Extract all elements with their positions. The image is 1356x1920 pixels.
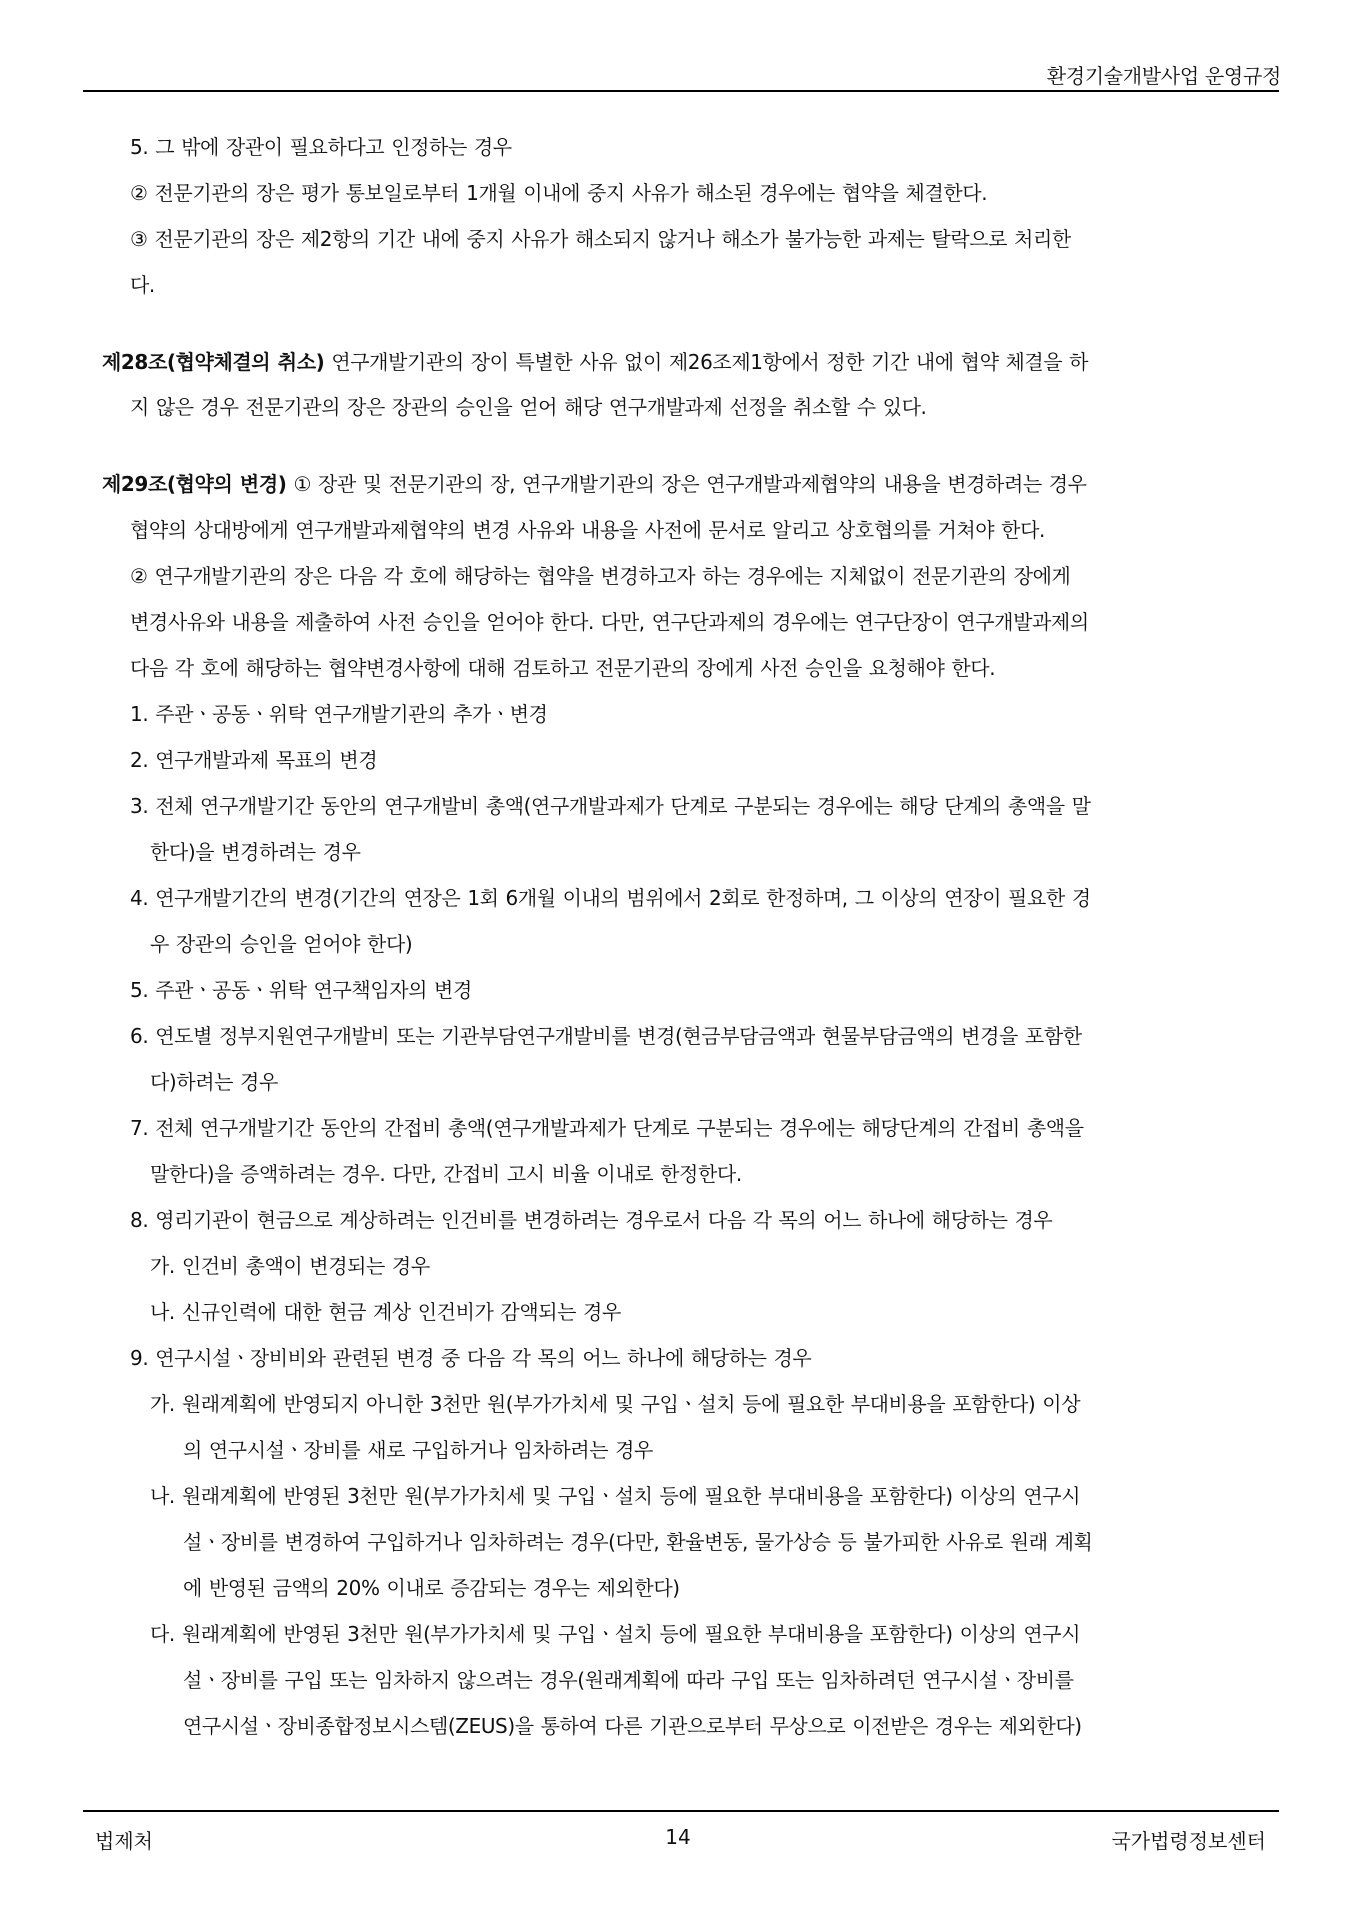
sub-list-item-continuation: 에 반영된 금액의 20% 이내로 증감되는 경우는 제외한다) xyxy=(183,1576,680,1600)
article-29-text: ① 장관 및 전문기관의 장, 연구개발기관의 장은 연구개발과제협약의 내용을 변경하려는 경우 xyxy=(286,472,1087,496)
list-item: 2. 연구개발과제 목표의 변경 xyxy=(130,748,378,772)
footer-publisher: 법제처 xyxy=(95,1829,153,1853)
list-item: 7. 전체 연구개발기간 동안의 간접비 총액(연구개발과제가 단계로 구분되는 경우에는 해당단계의 간접비 총액을 xyxy=(130,1116,1084,1140)
list-item: 5. 주관ㆍ공동ㆍ위탁 연구책임자의 변경 xyxy=(130,978,472,1002)
article-29 xyxy=(102,468,1087,497)
footer-divider xyxy=(83,1810,1279,1812)
body-line: ③ 전문기관의 장은 제2항의 기간 내에 중지 사유가 해소되지 않거나 해소가 불가능한 과제는 탈락으로 처리한 xyxy=(130,227,1071,251)
list-item: 4. 연구개발기간의 변경(기간의 연장은 1회 6개월 이내의 범위에서 2회로 한정하며, 그 이상의 연장이 필요한 경 xyxy=(130,886,1091,910)
sub-list-item-continuation: 연구시설ㆍ장비종합정보시스템(ZEUS)을 통하여 다른 기관으로부터 무상으로 이전받은 경우는 제외한다) xyxy=(183,1714,1082,1738)
body-line: ② 연구개발기관의 장은 다음 각 호에 해당하는 협약을 변경하고자 하는 경우에는 지체없이 전문기관의 장에게 xyxy=(130,564,1071,588)
list-item-continuation: 말한다)을 증액하려는 경우. 다만, 간접비 고시 비율 이내로 한정한다. xyxy=(150,1162,742,1186)
sub-list-item: 가. 원래계획에 반영되지 아니한 3천만 원(부가가치세 및 구입ㆍ설치 등에 필요한 부대비용을 포함한다) 이상 xyxy=(150,1392,1081,1416)
body-line: ② 전문기관의 장은 평가 통보일로부터 1개월 이내에 중지 사유가 해소된 경우에는 협약을 체결한다. xyxy=(130,181,988,205)
list-item: 1. 주관ㆍ공동ㆍ위탁 연구개발기관의 추가ㆍ변경 xyxy=(130,702,548,726)
sub-list-item-continuation: 의 연구시설ㆍ장비를 새로 구입하거나 임차하려는 경우 xyxy=(183,1438,653,1462)
list-item-continuation: 다)하려는 경우 xyxy=(150,1070,278,1094)
list-item: 9. 연구시설ㆍ장비비와 관련된 변경 중 다음 각 목의 어느 하나에 해당하는 경우 xyxy=(130,1346,812,1370)
body-line: 다. xyxy=(130,273,155,297)
body-line: 변경사유와 내용을 제출하여 사전 승인을 얻어야 한다. 다만, 연구단과제의 경우에는 연구단장이 연구개발과제의 xyxy=(130,610,1089,634)
sub-list-item: 가. 인건비 총액이 변경되는 경우 xyxy=(150,1254,430,1278)
list-item: 6. 연도별 정부지원연구개발비 또는 기관부담연구개발비를 변경(현금부담금액과 현물부담금액의 변경을 포함한 xyxy=(130,1024,1082,1048)
sub-list-item: 나. 원래계획에 반영된 3천만 원(부가가치세 및 구입ㆍ설치 등에 필요한 부대비용을 포함한다) 이상의 연구시 xyxy=(150,1484,1081,1508)
article-29-heading: 제29조(협약의 변경) xyxy=(102,472,287,496)
header-divider xyxy=(83,90,1279,92)
list-item: 3. 전체 연구개발기간 동안의 연구개발비 총액(연구개발과제가 단계로 구분되는 경우에는 해당 단계의 총액을 말 xyxy=(130,794,1091,818)
body-line: 다음 각 호에 해당하는 협약변경사항에 대해 검토하고 전문기관의 장에게 사전 승인을 요청해야 한다. xyxy=(130,656,996,680)
list-item-continuation: 한다)을 변경하려는 경우 xyxy=(150,840,361,864)
footer-source: 국가법령정보센터 xyxy=(1111,1829,1266,1853)
body-line: 5. 그 밖에 장관이 필요하다고 인정하는 경우 xyxy=(130,135,512,159)
sub-list-item: 나. 신규인력에 대한 현금 계상 인건비가 감액되는 경우 xyxy=(150,1300,621,1324)
article-28 xyxy=(102,346,1088,375)
list-item: 8. 영리기관이 현금으로 계상하려는 인건비를 변경하려는 경우로서 다음 각 목의 어느 하나에 해당하는 경우 xyxy=(130,1208,1053,1232)
document-title: 환경기술개발사업 운영규정 xyxy=(1046,64,1281,88)
sub-list-item: 다. 원래계획에 반영된 3천만 원(부가가치세 및 구입ㆍ설치 등에 필요한 부대비용을 포함한다) 이상의 연구시 xyxy=(150,1622,1081,1646)
sub-list-item-continuation: 설ㆍ장비를 변경하여 구입하거나 임차하려는 경우(다만, 환율변동, 물가상승 등 불가피한 사유로 원래 계획 xyxy=(183,1530,1093,1554)
article-28-heading: 제28조(협약체결의 취소) xyxy=(102,350,325,374)
sub-list-item-continuation: 설ㆍ장비를 구입 또는 임차하지 않으려는 경우(원래계획에 따라 구입 또는 임차하려던 연구시설ㆍ장비를 xyxy=(183,1668,1074,1692)
article-28-text: 연구개발기관의 장이 특별한 사유 없이 제26조제1항에서 정한 기간 내에 협약 체결을 하 xyxy=(324,350,1089,374)
body-line: 협약의 상대방에게 연구개발과제협약의 변경 사유와 내용을 사전에 문서로 알리고 상호협의를 거쳐야 한다. xyxy=(130,518,1045,542)
body-line: 지 않은 경우 전문기관의 장은 장관의 승인을 얻어 해당 연구개발과제 선정을 취소할 수 있다. xyxy=(130,395,927,419)
list-item-continuation: 우 장관의 승인을 얻어야 한다) xyxy=(150,932,413,956)
page-number: 14 xyxy=(665,1825,691,1849)
